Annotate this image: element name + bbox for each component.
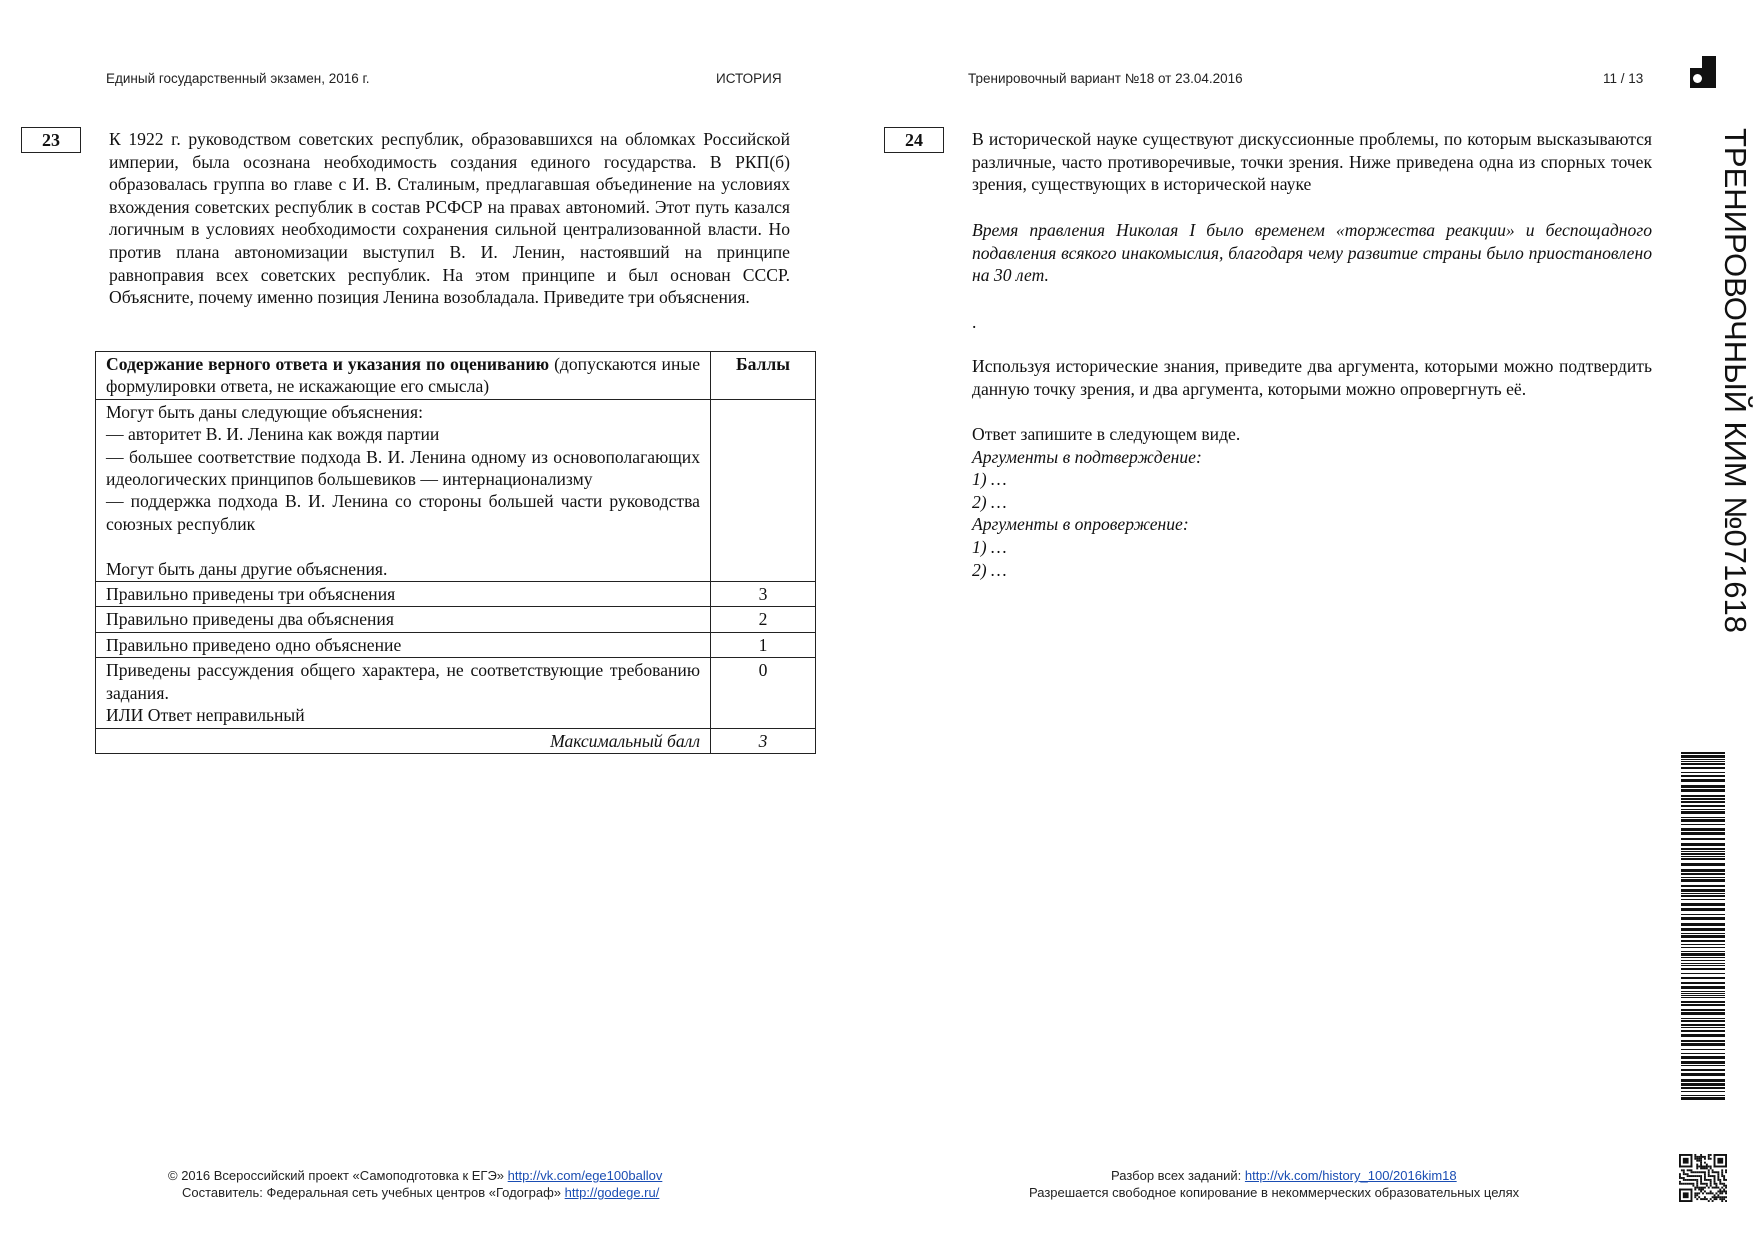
task-24-instruction: Используя исторические знания, приведите два аргумента, которыми можно подтвердить данную точку зрения, и два аргумента, которыми можно опровергнуть её. <box>972 356 1652 399</box>
header-exam-title: Единый государственный экзамен, 2016 г. <box>106 71 370 86</box>
footer-link-analysis[interactable]: http://vk.com/history_100/2016kim18 <box>1244 1168 1457 1183</box>
header-subject: ИСТОРИЯ <box>716 71 782 86</box>
footer-analysis: Разбор всех заданий: http://vk.com/history_100/2016kim18 <box>1111 1168 1457 1183</box>
task-24-answer-form: Ответ запишите в следующем виде. Аргументы в подтверждение: 1) … 2) … Аргументы в опровержение: 1) … 2) … <box>972 424 1241 580</box>
publisher-logo <box>1690 56 1716 88</box>
task-23-text: К 1922 г. руководством советских республик, образовавшихся на обломках Российской империи, была осознана необходимость создания единого государства. В РКП(б) образовалась группа во главе с И. В. Сталиным, предлагавшая объединение на условиях вхождения советских республик в состав РСФСР на правах автономий. Этот путь казался логичным в условиях необходимости сохранения сильной централизованной власти. Но против плана автономизации выступил В. И. Ленин, настоявший на принципе равноправия всех советских республик. На этом принципе и был основан СССР. Объясните, почему именно позиция Ленина возобладала. Приведите три объяснения. <box>109 129 790 308</box>
table-row: Приведены рассуждения общего характера, не соответствующие требованию задания. ИЛИ Ответ неправильный 0 <box>96 658 816 728</box>
header-page-number: 11 / 13 <box>1603 71 1644 86</box>
task-24-intro: В исторической науке существуют дискуссионные проблемы, по которым высказываются различные, часто противоречивые, точки зрения. Ниже приведена одна из спорных точек зрения, существующих в исторической науке <box>972 129 1652 195</box>
grading-table <box>95 351 816 754</box>
task-24-quote: Время правления Николая I было временем «торжества реакции» и беспощадного подавления всякого инакомыслия, благодаря чему развитие страны было приостановлено на 30 лет. <box>972 220 1652 286</box>
max-score-row: Максимальный балл 3 <box>96 728 816 753</box>
table-row: Правильно приведено одно объяснение 1 <box>96 632 816 657</box>
score-header: Баллы <box>711 352 816 400</box>
footer-author: Составитель: Федеральная сеть учебных центров «Годограф» http://godege.ru/ <box>182 1185 660 1200</box>
footer-link-godege[interactable]: http://godege.ru/ <box>564 1185 660 1200</box>
answer-content: Могут быть даны следующие объяснения: — авторитет В. И. Ленина как вождя партии — большее соответствие подхода В. И. Ленина одному из основополагающих идеологических принципов большевиков — интернационализму — поддержка подхода В. И. Ленина со стороны большей части руководства союзных республик Могут быть даны другие объяснения. <box>96 399 711 581</box>
task-23-number: 23 <box>21 127 81 153</box>
qr-code <box>1679 1153 1727 1203</box>
table-row: Правильно приведены два объяснения 2 <box>96 607 816 632</box>
task-24-number: 24 <box>884 127 944 153</box>
criteria-header: Содержание верного ответа и указания по оцениванию (допускаются иные формулировки ответа, не искажающие его смысла) <box>96 352 711 400</box>
side-kim-label: ТРЕНИРОВОЧНЫЙ КИМ №071618 <box>1718 128 1753 634</box>
grading-table-header <box>96 352 816 400</box>
task-24-dot: . <box>972 312 977 332</box>
footer-copyright: © 2016 Всероссийский проект «Самоподготовка к ЕГЭ» http://vk.com/ege100ballov <box>168 1168 663 1183</box>
answer-content-row <box>96 399 816 581</box>
footer-copy-permission: Разрешается свободное копирование в некоммерческих образовательных целях <box>1029 1185 1520 1200</box>
footer-link-vk[interactable]: http://vk.com/ege100ballov <box>507 1168 663 1183</box>
table-row: Правильно приведены три объяснения 3 <box>96 582 816 607</box>
barcode <box>1681 752 1725 1102</box>
header-variant: Тренировочный вариант №18 от 23.04.2016 <box>968 71 1243 86</box>
